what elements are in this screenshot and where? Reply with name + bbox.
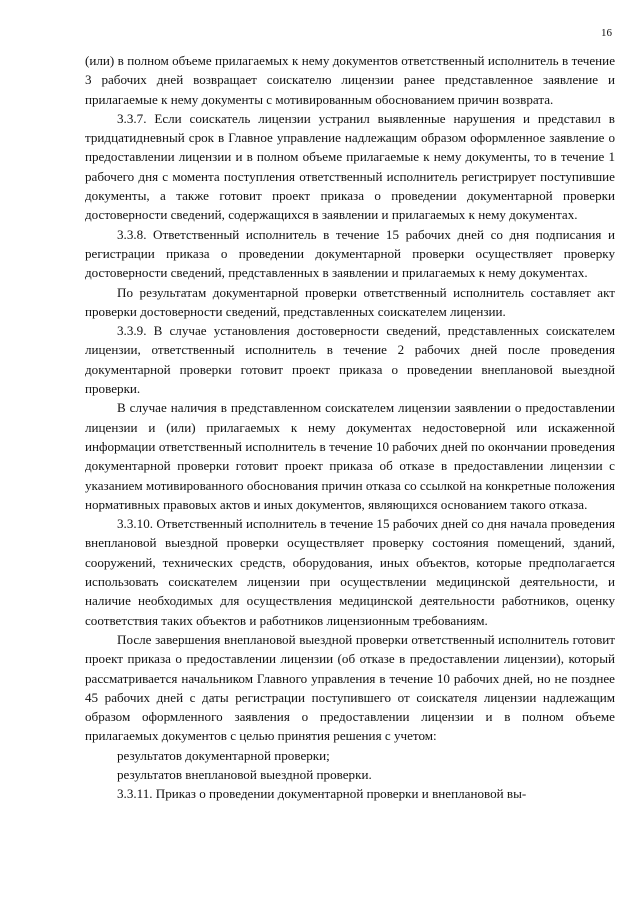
paragraph-continuation: (или) в полном объеме прилагаемых к нему документов ответственный исполнитель в течение 3 рабочих дней возвращает соискателю лицензии ранее представленное заявление и прилагаемые к нему документы с мотивированным обоснованием причин возврата. <box>85 53 615 107</box>
paragraph-refusal: В случае наличия в представленном соискателем лицензии заявлении о предоставлении лицензии и (или) прилагаемых к нему документах недостоверной или искаженной информации ответственный исполнитель в течение 10 рабочих дней по окончании проведения документарной проверки готовит проект приказа об отказе в предоставлении лицензии с указанием мотивированного обоснования причин отказа со ссылкой на конкретные положения нормативных правовых актов и иных документов, являющихся основанием такого отказа. <box>85 400 615 512</box>
document-body <box>85 51 615 804</box>
paragraph-after-inspection: После завершения внеплановой выездной проверки ответственный исполнитель готовит проект приказа о предоставлении лицензии (об отказе в предоставлении лицензии), который рассматривается начальником Главного управления в течение 10 рабочих дней, но не позднее 45 рабочих дней с даты регистрации поступившего от соискателя лицензии надлежащим образом оформленного заявления о предоставлении лицензии и в полном объеме прилагаемых документов с целью принятия решения с учетом: <box>85 631 615 744</box>
list-item-documentary-results: результатов документарной проверки; <box>117 747 330 763</box>
paragraph-3-3-11: 3.3.11. Приказ о проведении документарной проверки и внеплановой вы- <box>117 786 527 802</box>
paragraph-3-3-9: 3.3.9. В случае установления достоверности сведений, представленных соискателем лицензии, ответственный исполнитель в течение 2 рабочих дней после проведения документарной проверки готовит проект приказа о проведении внеплановой выездной проверки. <box>85 323 615 397</box>
paragraph-3-3-7: 3.3.7. Если соискатель лицензии устранил выявленные нарушения и представил в тридцатидневный срок в Главное управление надлежащим образом оформленное заявление о предоставлении лицензии и в полном объеме прилагаемые к нему документы, то в течение 1 рабочего дня с момента поступления ответственный исполнитель регистрирует поступившие документы, а также готовит проект приказа о проведении документарной проверки достоверности сведений, содержащихся в заявлении и прилагаемых к нему документах. <box>85 110 615 223</box>
paragraph-3-3-8: 3.3.8. Ответственный исполнитель в течение 15 рабочих дней со дня подписания и регистрации приказа о проведении документарной проверки осуществляет проверку достоверности сведений, представленных в заявлении и прилагаемых к нему документах. <box>85 226 615 281</box>
list-item-onsite-results: результатов внеплановой выездной проверки. <box>117 766 372 782</box>
page-number: 16 <box>601 27 612 39</box>
paragraph-inspection-act: По результатам документарной проверки ответственный исполнитель составляет акт проверки достоверности сведений, представленных соискателем лицензии. <box>85 284 615 319</box>
paragraph-3-3-10: 3.3.10. Ответственный исполнитель в течение 15 рабочих дней со дня начала проведения внеплановой выездной проверки осуществляет проверку состояния помещений, зданий, сооружений, технических средств, оборудования, иных объектов, которые предполагается использовать соискателем лицензии при осуществлении медицинской деятельности, и наличие необходимых для осуществления медицинской деятельности работников, оценку соответствия таких объектов и работников лицензионным требованиям. <box>85 516 615 628</box>
